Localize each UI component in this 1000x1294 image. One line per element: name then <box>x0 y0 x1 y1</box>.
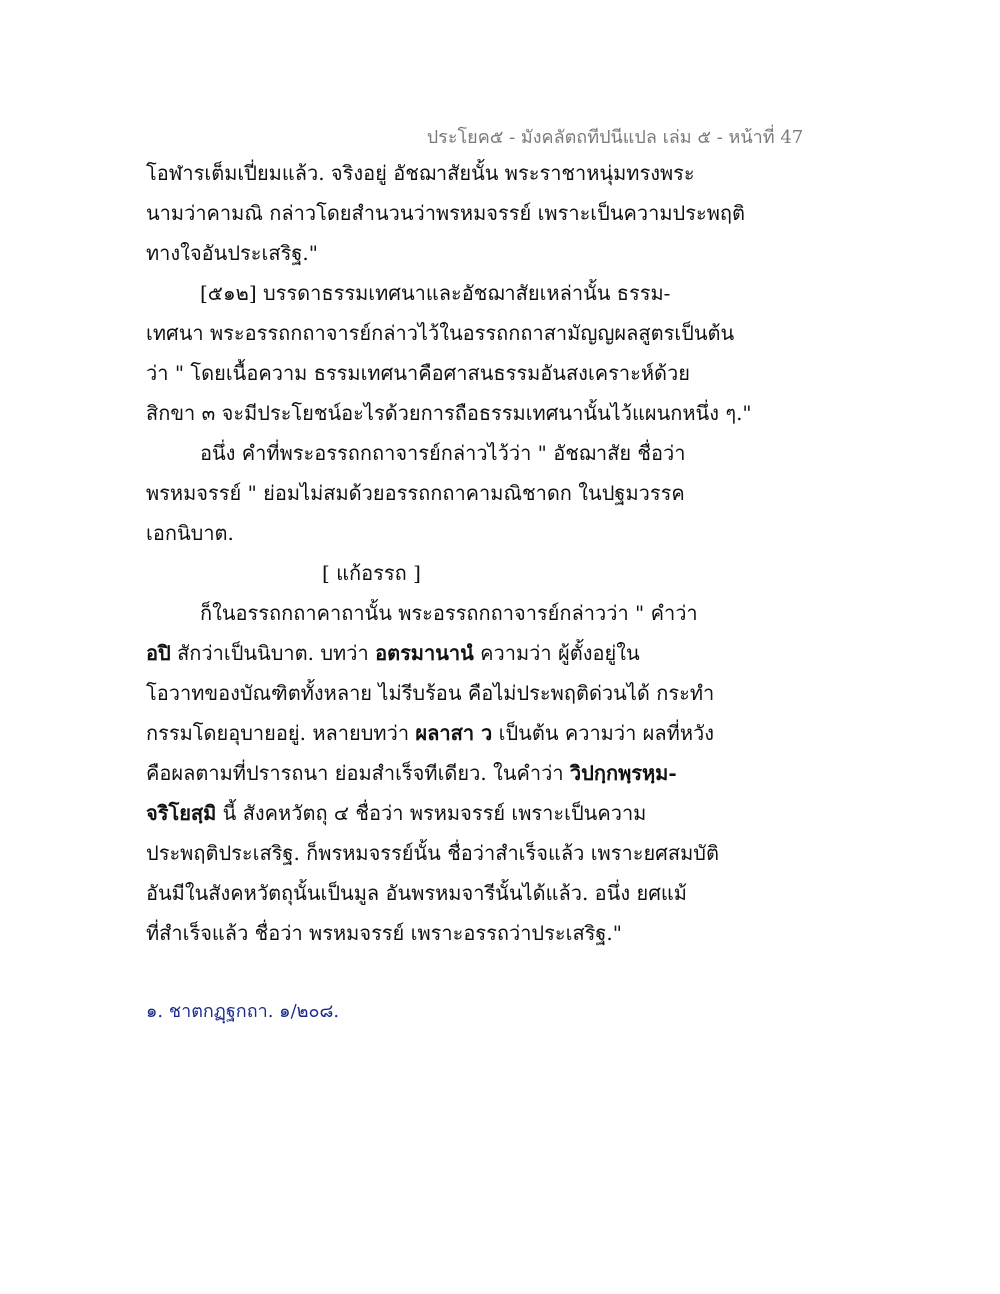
body-line <box>146 760 677 786</box>
body-line: สิกขา ๓ จะมีประโยชน์อะไรด้วยการถือธรรมเทศนานั้นไว้แผนกหนึ่ง ๆ." <box>146 401 752 425</box>
body-line: นามว่าคามณิ กล่าวโดยสำนวนว่าพรหมจรรย์ เพราะเป็นความประพฤติ <box>146 201 745 225</box>
body-line: ก็ในอรรถกถาคาถานั้น พระอรรถกถาจารย์กล่าวว่า " คำว่า <box>200 601 698 625</box>
body-line: ที่สำเร็จแล้ว ชื่อว่า พรหมจรรย์ เพราะอรรถว่าประเสริฐ." <box>146 921 622 945</box>
body-line <box>146 800 646 826</box>
body-line <box>146 720 714 746</box>
body-line: อันมีในสังคหวัตถุนั้นเป็นมูล อันพรหมจารีนั้นได้แล้ว. อนึ่ง ยศแม้ <box>146 881 687 905</box>
body-text: ความว่า ผู้ตั้งอยู่ใน <box>473 641 640 665</box>
body-line: เอกนิบาต. <box>146 521 234 545</box>
body-line: ทางใจอันประเสริฐ." <box>146 241 318 265</box>
body-line: [๕๑๒] บรรดาธรรมเทศนาและอัชฌาสัยเหล่านั้น ธรรม- <box>200 281 671 305</box>
section-heading: [ แก้อรรถ ] <box>322 561 421 585</box>
body-line: อนึ่ง คำที่พระอรรถกถาจารย์กล่าวไว้ว่า " อัชฌาสัย ชื่อว่า <box>200 441 686 465</box>
body-line: ว่า " โดยเนื้อความ ธรรมเทศนาคือศาสนธรรมอันสงเคราะห์ด้วย <box>146 361 690 385</box>
body-text: กรรมโดยอุบายอยู่. หลายบทว่า <box>146 721 416 745</box>
footnote: ๑. ชาตกฏฺฐกถา. ๑/๒๐๘. <box>146 1001 340 1022</box>
body-line: โอวาทของบัณฑิตทั้งหลาย ไม่รีบร้อน คือไม่ประพฤติด่วนได้ กระทำ <box>146 681 715 705</box>
body-text: นี้ สังคหวัตถุ ๔ ชื่อว่า พรหมจรรย์ เพราะเป็นความ <box>216 801 647 825</box>
page-header-text: ประโยค๕ - มังคลัตถทีปนีแปล เล่ม ๕ - หน้าที่ 47 <box>426 127 804 148</box>
body-line: เทศนา พระอรรถกถาจารย์กล่าวไว้ในอรรถกถาสามัญญผลสูตรเป็นต้น <box>146 321 735 345</box>
body-text: คือผลตามที่ปรารถนา ย่อมสำเร็จทีเดียว. ในคำว่า <box>146 761 570 785</box>
body-line: โอฬารเต็มเปี่ยมแล้ว. จริงอยู่ อัชฌาสัยนั้น พระราชาหนุ่มทรงพระ <box>146 161 695 185</box>
body-text: เป็นต้น ความว่า ผลที่หวัง <box>492 721 715 745</box>
body-line: พรหมจรรย์ " ย่อมไม่สมด้วยอรรถกถาคามณิชาดก ในปฐมวรรค <box>146 481 685 505</box>
body-line <box>146 640 640 666</box>
pali-term: ผลาสา ว <box>415 721 493 745</box>
pali-term: จริโยสฺมิ <box>146 801 217 825</box>
body-line: ประพฤติประเสริฐ. ก็พรหมจรรย์นั้น ชื่อว่าสำเร็จแล้ว เพราะยศสมบัติ <box>146 841 719 865</box>
body-text: สักว่าเป็นนิบาต. บทว่า <box>170 641 376 665</box>
pali-term: อปิ <box>146 641 171 665</box>
pali-term: วิปกฺกพฺรหฺม- <box>569 761 677 785</box>
page-header <box>0 122 1000 151</box>
pali-term: อตรมานานํ <box>375 641 474 665</box>
